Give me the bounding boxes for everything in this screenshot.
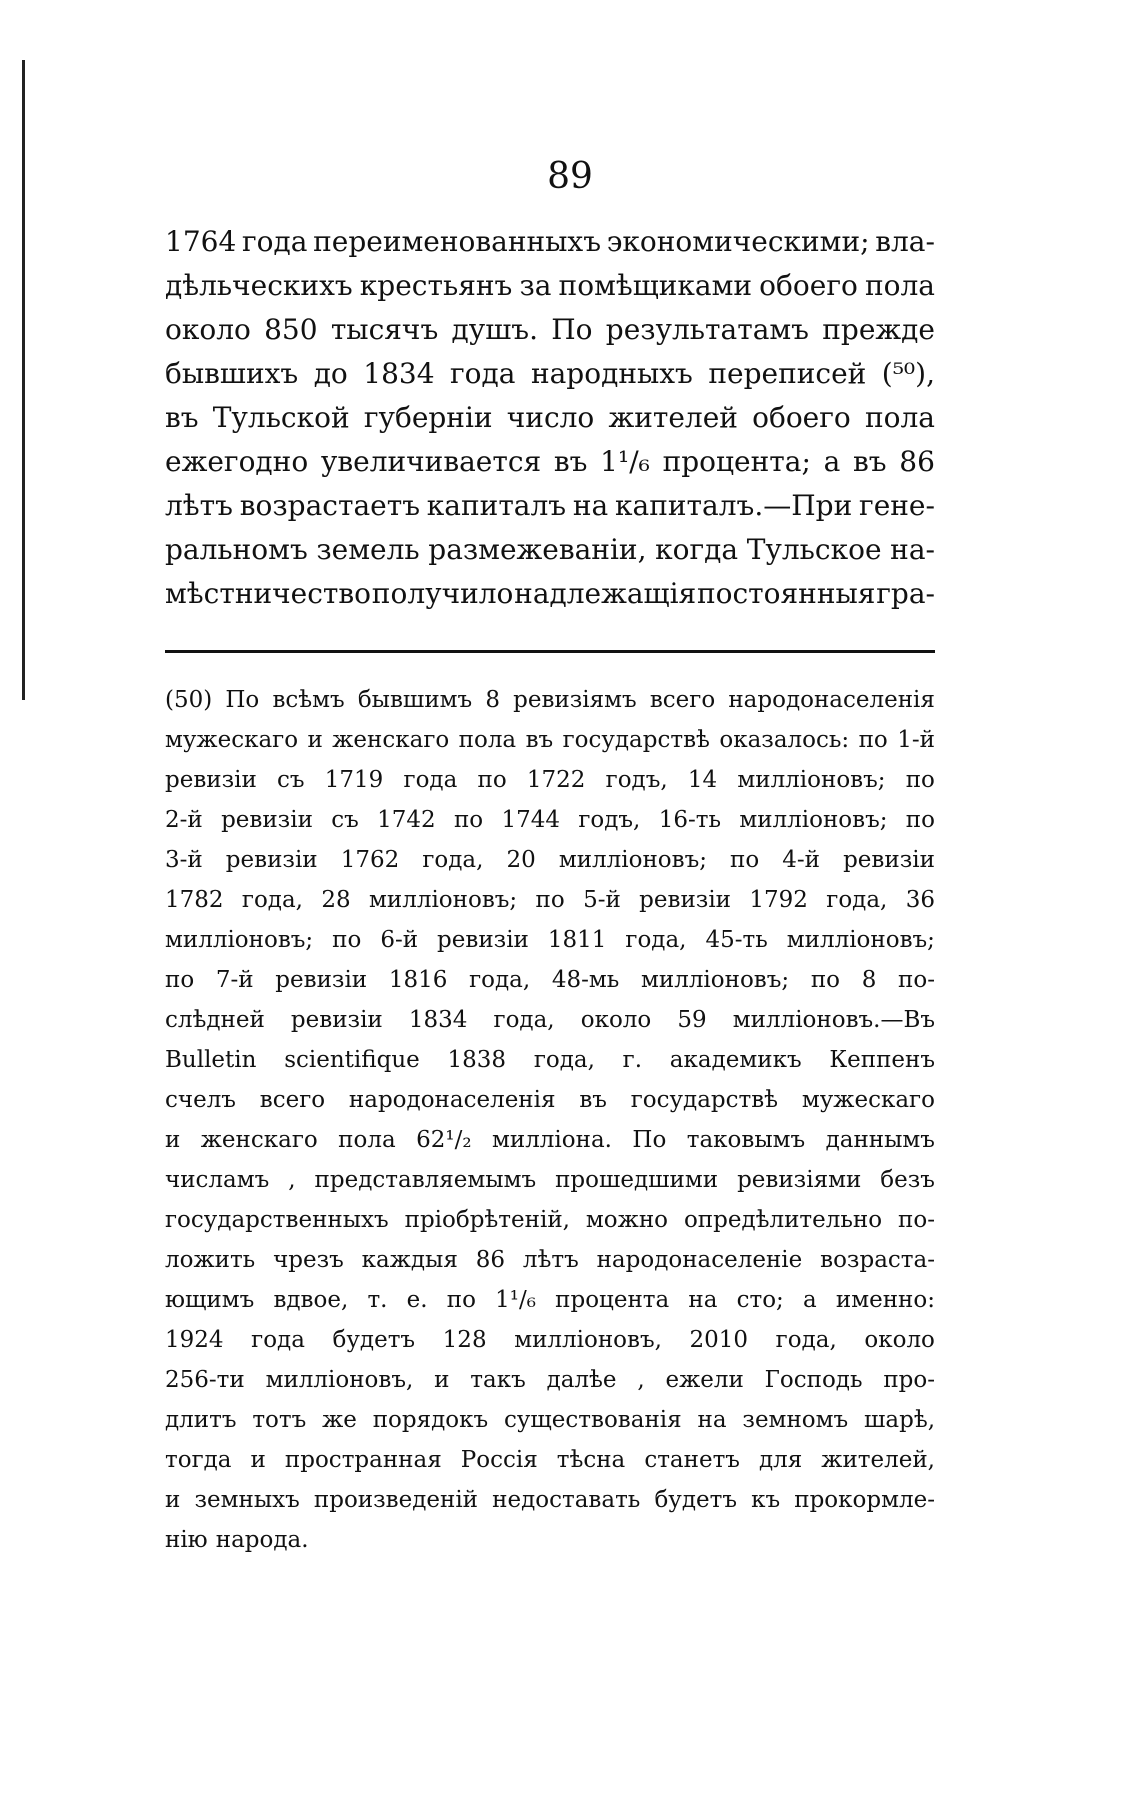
main-text-line: около 850 тысячъ душъ. По результатамъ прежде — [165, 313, 935, 346]
main-text-line: 1764 года переименованныхъ экономическими; вла- — [165, 225, 935, 258]
footnote-line: тогда и пространная Россія тѣсна станетъ для жителей, — [165, 1447, 935, 1473]
main-text-line: въ Тульской губерніи число жителей обоего пола — [165, 401, 935, 434]
footnote-line: 1782 года, 28 милліоновъ; по 5-й ревизіи 1792 года, 36 — [165, 887, 935, 913]
footnote-line: по 7-й ревизіи 1816 года, 48-мь милліоновъ; по 8 по- — [165, 967, 935, 993]
footnote-line: (50) По всѣмъ бывшимъ 8 ревизіямъ всего народонаселенія — [165, 687, 935, 713]
footnote-line: ложить чрезъ каждыя 86 лѣтъ народонаселеніе возраста- — [165, 1247, 935, 1273]
footnote-line: 2-й ревизіи съ 1742 по 1744 годъ, 16-ть милліоновъ; по — [165, 807, 935, 833]
footnote-line: Bulletin scientifique 1838 года, г. академикъ Кеппенъ — [165, 1047, 935, 1073]
footnote-line: ющимъ вдвое, т. е. по 1¹/₆ процента на сто; а именно: — [165, 1287, 935, 1313]
footnote-line: 1924 года будетъ 128 милліоновъ, 2010 года, около — [165, 1327, 935, 1353]
main-text-line: бывшихъ до 1834 года народныхъ переписей (⁵⁰), — [165, 357, 935, 390]
footnote-line: мужескаго и женскаго пола въ государствѣ оказалось: по 1-й — [165, 727, 935, 753]
main-text-line: дѣльческихъ крестьянъ за помѣщиками обоего пола — [165, 269, 935, 302]
footnote-line: числамъ , представляемымъ прошедшими ревизіями безъ — [165, 1167, 935, 1193]
footnote-line: 256-ти милліоновъ, и такъ далѣе , ежели Господь про- — [165, 1367, 935, 1393]
footnote-line: счелъ всего народонаселенія въ государствѣ мужескаго — [165, 1087, 935, 1113]
main-text-line: мѣстничество получило надлежащія постоянныя гра- — [165, 577, 935, 610]
footnote-line: и земныхъ произведеній недоставать будетъ къ прокормле- — [165, 1487, 935, 1513]
footnote-line: длитъ тотъ же порядокъ существованія на земномъ шарѣ, — [165, 1407, 935, 1433]
footnote-line: нію народа. — [165, 1527, 309, 1553]
footnote-line: и женскаго пола 62¹/₂ милліона. По таковымъ даннымъ — [165, 1127, 935, 1153]
main-text-line: ральномъ земель размежеваніи, когда Тульское на- — [165, 533, 935, 566]
footnote-block — [165, 680, 935, 1560]
main-text-line: лѣтъ возрастаетъ капиталъ на капиталъ.—При гене- — [165, 489, 935, 522]
footnote-line: государственныхъ пріобрѣтеній, можно опредѣлительно по- — [165, 1207, 935, 1233]
footnote-line: слѣдней ревизіи 1834 года, около 59 милліоновъ.—Въ — [165, 1007, 935, 1033]
main-text-block — [165, 220, 935, 616]
footnote-line: ревизіи съ 1719 года по 1722 годъ, 14 милліоновъ; по — [165, 767, 935, 793]
footnote-separator — [165, 650, 935, 653]
main-text-line: ежегодно увеличивается въ 1¹/₆ процента; а въ 86 — [165, 445, 935, 478]
footnote-line: 3-й ревизіи 1762 года, 20 милліоновъ; по 4-й ревизіи — [165, 847, 935, 873]
footnote-line: милліоновъ; по 6-й ревизіи 1811 года, 45-ть милліоновъ; — [165, 927, 935, 953]
page-number: 89 — [547, 156, 593, 197]
